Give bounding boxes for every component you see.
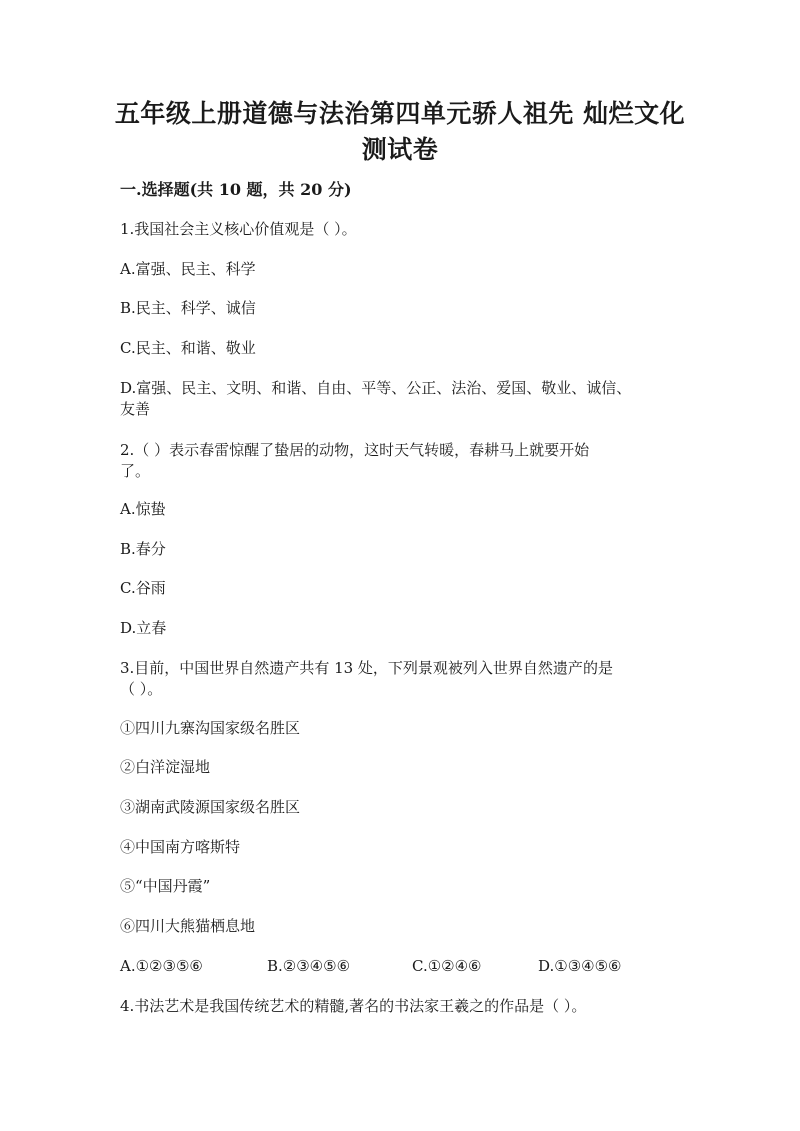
question-3-item-3: ③湖南武陵源国家级名胜区	[120, 798, 301, 816]
question-3-item-5: ⑤“中国丹霞”	[120, 877, 211, 895]
title-line-1: 五年级上册道德与法治第四单元骄人祖先 灿烂文化	[114, 99, 686, 128]
question-3-stem-line-1: 3.目前，中国世界自然遗产共有 13 处，下列景观被列入世界自然遗产的是	[120, 659, 613, 677]
question-1-option-c: C.民主、和谐、敬业	[120, 339, 256, 357]
question-2-stem-line-2: 了。	[120, 462, 151, 480]
question-1-option-d-line-1: D.富强、民主、文明、和谐、自由、平等、公正、法治、爱国、敬业、诚信、	[120, 379, 632, 397]
question-3-option-b: B.②③④⑤⑥	[267, 957, 351, 975]
section-heading: 一.选择题(共 10 题，共 20 分)	[120, 180, 352, 199]
question-2-option-a: A.惊蛰	[120, 500, 166, 518]
question-1-option-d-line-2: 友善	[120, 400, 151, 418]
question-3-option-d: D.①③④⑤⑥	[538, 957, 622, 975]
question-2-option-d: D.立春	[120, 619, 167, 637]
question-2-stem-line-1: 2.（ ）表示春雷惊醒了蛰居的动物，这时天气转暖，春耕马上就要开始	[120, 441, 590, 459]
question-1-option-b: B.民主、科学、诚信	[120, 299, 256, 317]
question-3-stem-line-2: （ ）。	[120, 680, 163, 698]
question-3-item-6: ⑥四川大熊猫栖息地	[120, 917, 256, 935]
question-3-item-4: ④中国南方喀斯特	[120, 838, 241, 856]
title-line-2: 测试卷	[361, 135, 439, 164]
question-3-option-c: C.①②④⑥	[412, 957, 482, 975]
page-title	[60, 96, 740, 168]
question-2-option-c: C.谷雨	[120, 579, 166, 597]
question-4-stem: 4.书法艺术是我国传统艺术的精髓,著名的书法家王羲之的作品是（ ）。	[120, 997, 587, 1015]
question-1-stem: 1.我国社会主义核心价值观是（ ）。	[120, 220, 357, 238]
question-3-item-2: ②白洋淀湿地	[120, 758, 211, 776]
question-3-item-1: ①四川九寨沟国家级名胜区	[120, 719, 301, 737]
question-2-option-b: B.春分	[120, 540, 166, 558]
question-3-option-a: A.①②③⑤⑥	[120, 957, 203, 975]
question-1-option-a: A.富强、民主、科学	[120, 260, 256, 278]
